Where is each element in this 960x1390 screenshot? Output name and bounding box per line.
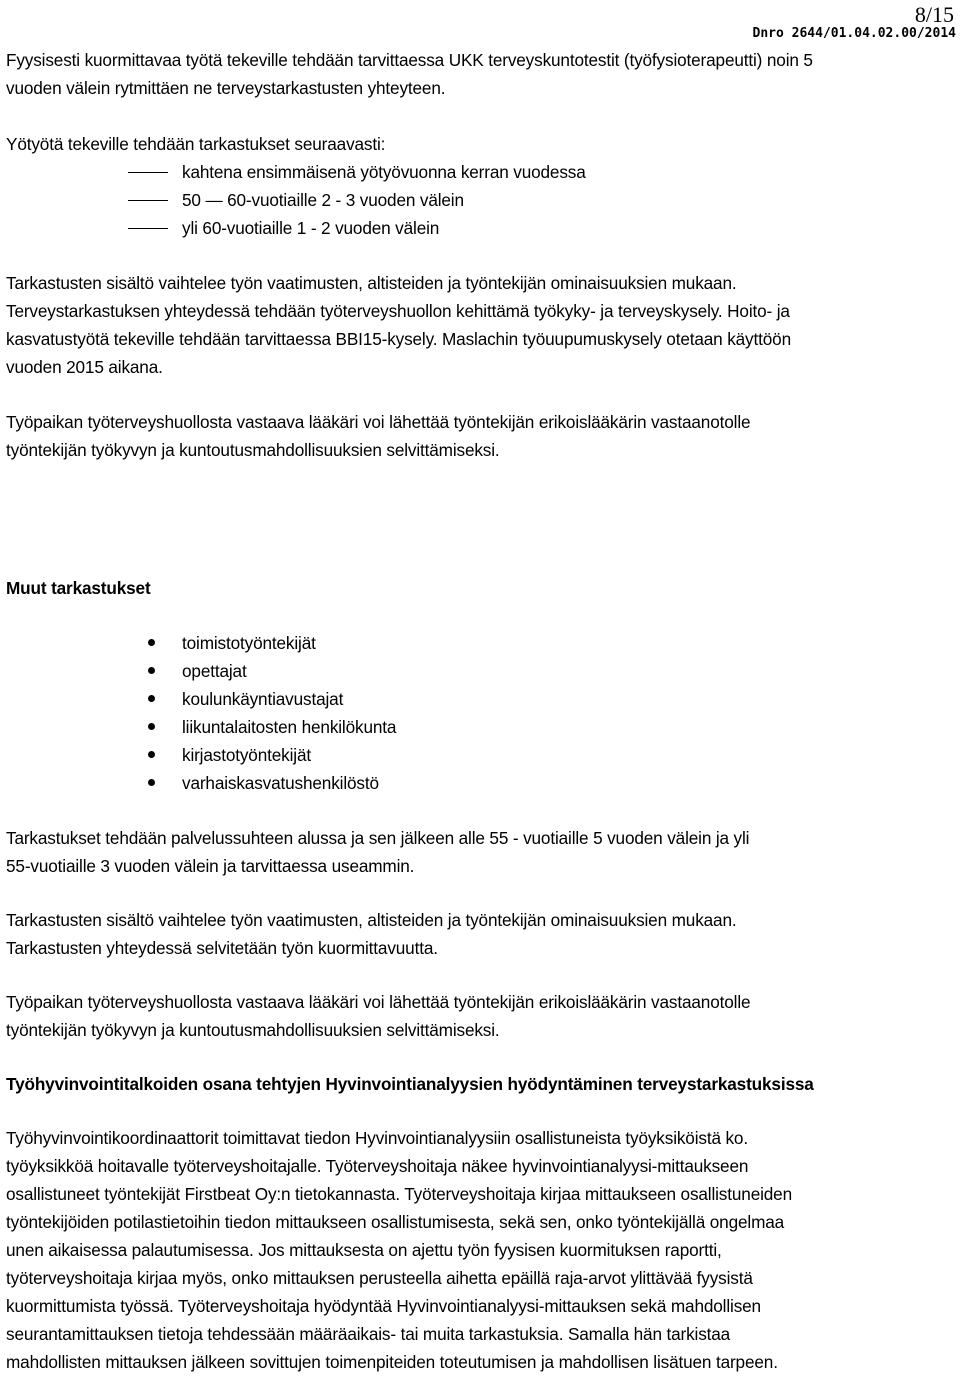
list-item: kahtena ensimmäisenä yötyövuonna kerran vuodessa — [6, 158, 952, 186]
text-line: Tarkastusten sisältö vaihtelee työn vaatimusten, altisteiden ja työntekijän ominaisuuksien mukaan. — [6, 910, 737, 930]
other-checks-list — [6, 629, 952, 797]
text-line: työntekijöiden potilastietoihin tiedon mittaukseen osallistumisesta, sekä sen, onko työntekijällä ongelmaa — [6, 1212, 785, 1232]
text-line: kasvatustyötä tekeville tehdään tarvittaessa BBI15-kysely. Maslachin työuupumuskysely otetaan käyttöön — [6, 329, 791, 349]
list-item: opettajat — [6, 657, 952, 685]
paragraph-check-content — [6, 269, 952, 381]
text-line: 55-vuotiaille 3 vuoden välein ja tarvittaessa useammin. — [6, 856, 415, 876]
section-heading-other-checks: Muut tarkastukset — [6, 578, 151, 598]
list-item: liikuntalaitosten henkilökunta — [6, 713, 952, 741]
paragraph-ukk-tests — [6, 46, 952, 102]
paragraph-referral — [6, 408, 952, 464]
text-line: työntekijän työkyvyn ja kuntoutusmahdollisuuksien selvittämiseksi. — [6, 440, 500, 460]
text-line: työterveyshoitaja kirjaa myös, onko mittauksen perusteella aihetta epäillä raja-arvot ylittävää fyysistä — [6, 1268, 753, 1288]
document-body — [6, 46, 952, 1376]
text-line: vuoden välein rytmittäen ne terveystarkastusten yhteyteen. — [6, 78, 446, 98]
text-line: Työpaikan työterveyshuollosta vastaava lääkäri voi lähettää työntekijän erikoislääkärin vastaanotolle — [6, 992, 751, 1012]
text-line: Tarkastusten yhteydessä selvitetään työn kuormittavuutta. — [6, 938, 438, 958]
text-line: Fyysisesti kuormittavaa työtä tekeville tehdään tarvittaessa UKK terveyskuntotestit (työfysioterapeutti) noin 5 — [6, 50, 813, 70]
text-line: Terveystarkastuksen yhteydessä tehdään työterveyshuollon kehittämä työkyky- ja terveyskysely. Hoito- ja — [6, 301, 790, 321]
paragraph-check-intervals — [6, 824, 952, 880]
document-reference-number: Dnro 2644/01.04.02.00/2014 — [752, 26, 956, 41]
text-line: vuoden 2015 aikana. — [6, 357, 163, 377]
list-item: 50 — 60-vuotiaille 2 - 3 vuoden välein — [6, 186, 952, 214]
text-line: Työhyvinvointikoordinaattorit toimittavat tiedon Hyvinvointianalyysiin osallistuneista työyksiköistä ko. — [6, 1128, 748, 1148]
text-line: osallistuneet työntekijät Firstbeat Oy:n tietokannasta. Työterveyshoitaja kirjaa mittaukseen osallistuneiden — [6, 1184, 792, 1204]
paragraph-check-content-2 — [6, 906, 952, 962]
paragraph-referral-2 — [6, 988, 952, 1044]
list-item: yli 60-vuotiaille 1 - 2 vuoden välein — [6, 214, 952, 242]
text-line: mahdollisten mittauksen jälkeen sovittujen toimenpiteiden toteutumisen ja mahdollisen lisätuen tarpeen. — [6, 1352, 778, 1372]
list-item: koulunkäyntiavustajat — [6, 685, 952, 713]
list-item: varhaiskasvatushenkilöstö — [6, 769, 952, 797]
text-line: Tarkastusten sisältö vaihtelee työn vaatimusten, altisteiden ja työntekijän ominaisuuksien mukaan. — [6, 273, 737, 293]
night-work-list — [6, 158, 952, 242]
section-heading-wellbeing: Työhyvinvointitalkoiden osana tehtyjen Hyvinvointianalyysien hyödyntäminen terveystarkastuksissa — [6, 1074, 814, 1094]
text-line: seurantamittauksen tietoja tehdessään määräaikais- tai muita tarkastuksia. Samalla hän tarkistaa — [6, 1324, 731, 1344]
text-line: työntekijän työkyvyn ja kuntoutusmahdollisuuksien selvittämiseksi. — [6, 1020, 500, 1040]
paragraph-wellbeing-analysis — [6, 1124, 952, 1376]
text-line: unen aikaisessa palautumisessa. Jos mittauksesta on ajettu työn fyysisen kuormituksen raportti, — [6, 1240, 722, 1260]
list-item: kirjastotyöntekijät — [6, 741, 952, 769]
text-line: työyksikköä hoitavalle työterveyshoitajalle. Työterveyshoitaja näkee hyvinvointianalyysi-mittaukseen — [6, 1156, 749, 1176]
night-work-intro: Yötyötä tekeville tehdään tarkastukset seuraavasti: — [6, 134, 386, 154]
text-line: Tarkastukset tehdään palvelussuhteen alussa ja sen jälkeen alle 55 - vuotiaille 5 vuoden välein ja yli — [6, 828, 750, 848]
text-line: Työpaikan työterveyshuollosta vastaava lääkäri voi lähettää työntekijän erikoislääkärin vastaanotolle — [6, 412, 751, 432]
page-number: 8/15 — [914, 2, 954, 27]
list-item: toimistotyöntekijät — [6, 629, 952, 657]
text-line: kuormittumista työssä. Työterveyshoitaja hyödyntää Hyvinvointianalyysi-mittauksen sekä mahdollisen — [6, 1296, 761, 1316]
